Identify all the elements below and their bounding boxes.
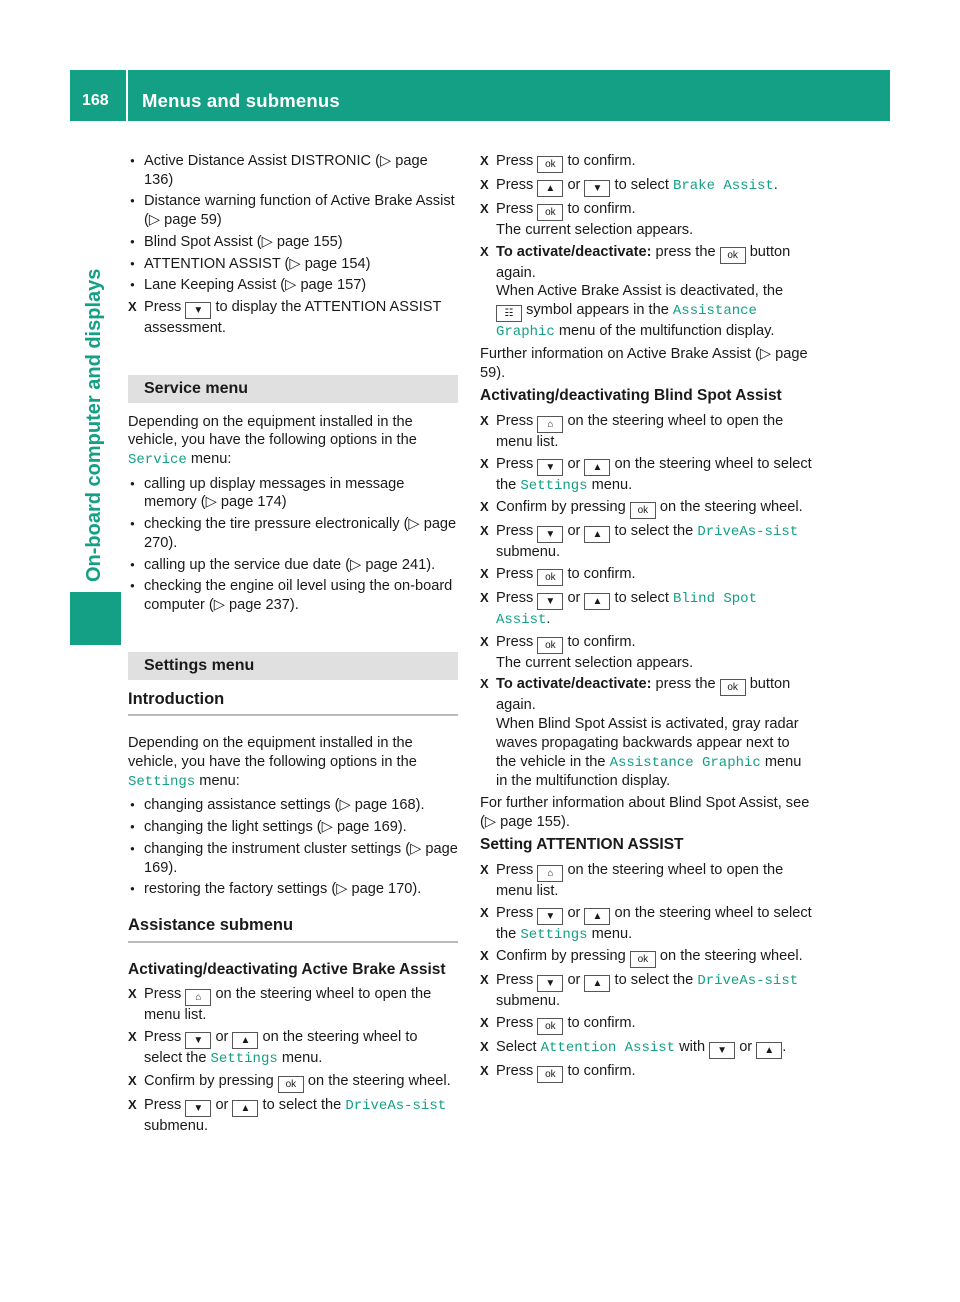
step-arrow-icon: X	[128, 1072, 137, 1088]
step-item: X To activate/deactivate: press the ok button again. When Active Brake Assist is deactivated, the ☷ symbol appears in the Assistance Graphic menu of the multifunction display.	[480, 243, 791, 341]
up-key-icon: ▲	[584, 459, 610, 476]
list-item: ● Lane Keeping Assist (▷ page 157)	[128, 276, 458, 295]
assistance-graphic-word: Assistance Graphic	[609, 754, 761, 771]
step-item: X Confirm by pressing ok on the steering wheel.	[480, 498, 812, 519]
further-blind-info: For further information about Blind Spot Assist, see (▷ page 155).	[480, 794, 810, 830]
ok-key-icon: ok	[537, 204, 563, 221]
step-arrow-icon: X	[480, 455, 489, 471]
settings-menu-word: Settings	[210, 1051, 278, 1068]
down-key-icon: ▼	[537, 459, 563, 476]
step-arrow-icon: X	[128, 1096, 137, 1112]
step-arrow-icon: X	[480, 904, 489, 920]
home-key-icon: ⌂	[185, 989, 211, 1006]
step-item: X Press ok to confirm.	[480, 1062, 812, 1083]
step-arrow-icon: X	[128, 298, 137, 314]
step-arrow-icon: X	[480, 972, 489, 988]
ok-key-icon: ok	[537, 1018, 563, 1035]
header-bar	[70, 70, 890, 121]
step-arrow-icon: X	[480, 590, 489, 606]
step-item: X Press ok to confirm. The current selection appears.	[480, 201, 694, 238]
page-number: 168	[82, 92, 109, 109]
step-item: X Press ▼ or ▲ on the steering wheel to select the Settings menu.	[480, 904, 812, 943]
settings-menu-word: Settings	[128, 773, 196, 790]
list-item: ● changing the light settings (▷ page 169).	[128, 818, 458, 837]
header-divider	[126, 70, 128, 121]
step-item: X Press ok to confirm.	[480, 152, 812, 173]
settings-menu-word: Settings	[520, 926, 588, 943]
list-item: ● calling up display messages in message memory (▷ page 174)	[128, 475, 458, 512]
assistance-graphic-word: Assistance Graphic	[496, 303, 757, 341]
assist-off-symbol-icon: ☷	[496, 305, 522, 322]
step-item: X Press ▼ or ▲ to select the DriveAs-sist submenu.	[480, 972, 799, 1010]
step-arrow-icon: X	[480, 1063, 489, 1079]
down-key-icon: ▼	[709, 1042, 735, 1059]
ok-key-icon: ok	[537, 569, 563, 586]
service-menu-word: Service	[128, 452, 187, 469]
down-key-icon: ▼	[537, 593, 563, 610]
attention-assist-heading: Setting ATTENTION ASSIST	[480, 836, 684, 854]
list-item: ● checking the engine oil level using the on-board computer (▷ page 237).	[128, 577, 458, 614]
list-item: ● ATTENTION ASSIST (▷ page 154)	[128, 255, 458, 274]
step-arrow-icon: X	[480, 243, 489, 259]
up-key-icon: ▲	[232, 1100, 258, 1117]
step-arrow-icon: X	[480, 948, 489, 964]
step-item: X Press ▼ or ▲ to select the DriveAs-sist submenu.	[128, 1096, 447, 1134]
step-arrow-icon: X	[480, 153, 489, 168]
down-key-icon: ▼	[537, 975, 563, 992]
right-column	[480, 152, 812, 1086]
ok-key-icon: ok	[278, 1076, 304, 1093]
list-item: ● calling up the service due date (▷ page 241).	[128, 556, 458, 575]
step-arrow-icon: X	[480, 177, 489, 192]
step-item: X Press ⌂ on the steering wheel to open the menu list.	[128, 986, 432, 1024]
step-item: X Press ▼ to display the ATTENTION ASSIST assessment.	[128, 298, 442, 336]
sidebar-block	[70, 592, 121, 645]
up-key-icon: ▲	[756, 1042, 782, 1059]
ok-key-icon: ok	[720, 247, 746, 264]
driveassist-word: DriveAs-sist	[697, 973, 799, 990]
step-arrow-icon: X	[480, 201, 489, 216]
step-item: X Press ▼ or ▲ on the steering wheel to select the Settings menu.	[128, 1029, 418, 1068]
list-item: ● checking the tire pressure electronically (▷ page 270).	[128, 515, 458, 552]
attention-assist-word: Attention Assist	[540, 1040, 676, 1057]
down-key-icon: ▼	[185, 1032, 211, 1049]
left-column	[128, 152, 458, 1139]
ok-key-icon: ok	[537, 1066, 563, 1083]
brake-assist-word: Brake Assist	[672, 178, 774, 194]
down-key-icon: ▼	[537, 908, 563, 925]
further-brake-info: Further information on Active Brake Assist (▷ page 59).	[480, 345, 808, 381]
assistance-submenu-heading: Assistance submenu	[128, 916, 458, 943]
step-item: X Confirm by pressing ok on the steering wheel.	[480, 947, 812, 968]
settings-intro: Depending on the equipment installed in the vehicle, you have the following options in the Settings menu:	[128, 735, 417, 790]
up-key-icon: ▲	[537, 180, 563, 197]
list-item: ● changing the instrument cluster settings (▷ page 169).	[128, 840, 458, 877]
ok-key-icon: ok	[537, 156, 563, 173]
sidebar-title-text: On-board computer and displays	[83, 268, 105, 582]
step-item: X Confirm by pressing ok on the steering wheel.	[128, 1072, 458, 1093]
step-item: X Press ok to confirm. The current selection appears.	[480, 633, 694, 671]
down-key-icon: ▼	[185, 1100, 211, 1117]
up-key-icon: ▲	[584, 526, 610, 543]
step-item: X Press ⌂ on the steering wheel to open the menu list.	[480, 412, 784, 450]
down-key-icon: ▼	[537, 526, 563, 543]
step-arrow-icon: X	[128, 1029, 137, 1045]
driveassist-word: DriveAs-sist	[345, 1097, 447, 1114]
step-item: X Select Attention Assist with ▼ or ▲ .	[480, 1038, 812, 1059]
ok-key-icon: ok	[630, 502, 656, 519]
step-item: X Press ⌂ on the steering wheel to open the menu list.	[480, 862, 784, 900]
step-item: X Press ok to confirm.	[480, 565, 812, 586]
up-key-icon: ▲	[584, 908, 610, 925]
ok-key-icon: ok	[537, 637, 563, 654]
service-menu-heading: Service menu	[128, 375, 458, 403]
ok-key-icon: ok	[630, 951, 656, 968]
list-item: ● changing assistance settings (▷ page 168).	[128, 796, 458, 815]
settings-menu-word: Settings	[520, 477, 588, 494]
step-arrow-icon: X	[480, 499, 489, 515]
step-item: X Press ▼ or ▲ on the steering wheel to select the Settings menu.	[480, 455, 812, 494]
step-item: X Press ▼ or ▲ to select Blind Spot Assist.	[480, 590, 757, 629]
step-arrow-icon: X	[128, 986, 137, 1002]
up-key-icon: ▲	[584, 593, 610, 610]
service-intro: Depending on the equipment installed in the vehicle, you have the following options in the Service menu:	[128, 413, 417, 469]
list-item: ● Active Distance Assist DISTRONIC (▷ page 136)	[128, 152, 458, 189]
page-title: Menus and submenus	[142, 90, 340, 111]
step-arrow-icon: X	[480, 566, 489, 582]
home-key-icon: ⌂	[537, 416, 563, 433]
step-arrow-icon: X	[480, 676, 489, 692]
introduction-heading: Introduction	[128, 690, 458, 717]
blind-spot-word: Blind Spot Assist	[496, 591, 757, 629]
step-arrow-icon: X	[480, 1039, 489, 1055]
list-item: ● Distance warning function of Active Brake Assist (▷ page 59)	[128, 192, 458, 229]
step-arrow-icon: X	[480, 633, 489, 649]
step-item: X Press ok to confirm.	[480, 1014, 812, 1035]
ok-key-icon: ok	[720, 679, 746, 696]
step-arrow-icon: X	[480, 523, 489, 539]
step-arrow-icon: X	[480, 862, 489, 878]
settings-menu-heading: Settings menu	[128, 652, 458, 680]
step-item: X Press ▲ or ▼ to select Brake Assist.	[480, 176, 812, 197]
step-item: X Press ▼ or ▲ to select the DriveAs-sist submenu.	[480, 523, 799, 561]
list-item: ● restoring the factory settings (▷ page 170).	[128, 880, 458, 899]
driveassist-word: DriveAs-sist	[697, 524, 799, 541]
up-key-icon: ▲	[584, 975, 610, 992]
home-key-icon: ⌂	[537, 865, 563, 882]
down-key-icon: ▼	[584, 180, 610, 197]
active-brake-heading: Activating/deactivating Active Brake Assist	[128, 960, 446, 978]
up-key-icon: ▲	[232, 1032, 258, 1049]
down-key-icon: ▼	[185, 302, 211, 319]
step-arrow-icon: X	[480, 1015, 489, 1031]
step-item: X To activate/deactivate: press the ok button again. When Blind Spot Assist is activated, gray radar waves propagating backwards appear next to the vehicle in the Assistance Graphic menu in the multifunction display.	[480, 676, 802, 790]
step-arrow-icon: X	[480, 412, 489, 428]
list-item: ● Blind Spot Assist (▷ page 155)	[128, 233, 458, 252]
blind-spot-heading: Activating/deactivating Blind Spot Assist	[480, 387, 782, 405]
